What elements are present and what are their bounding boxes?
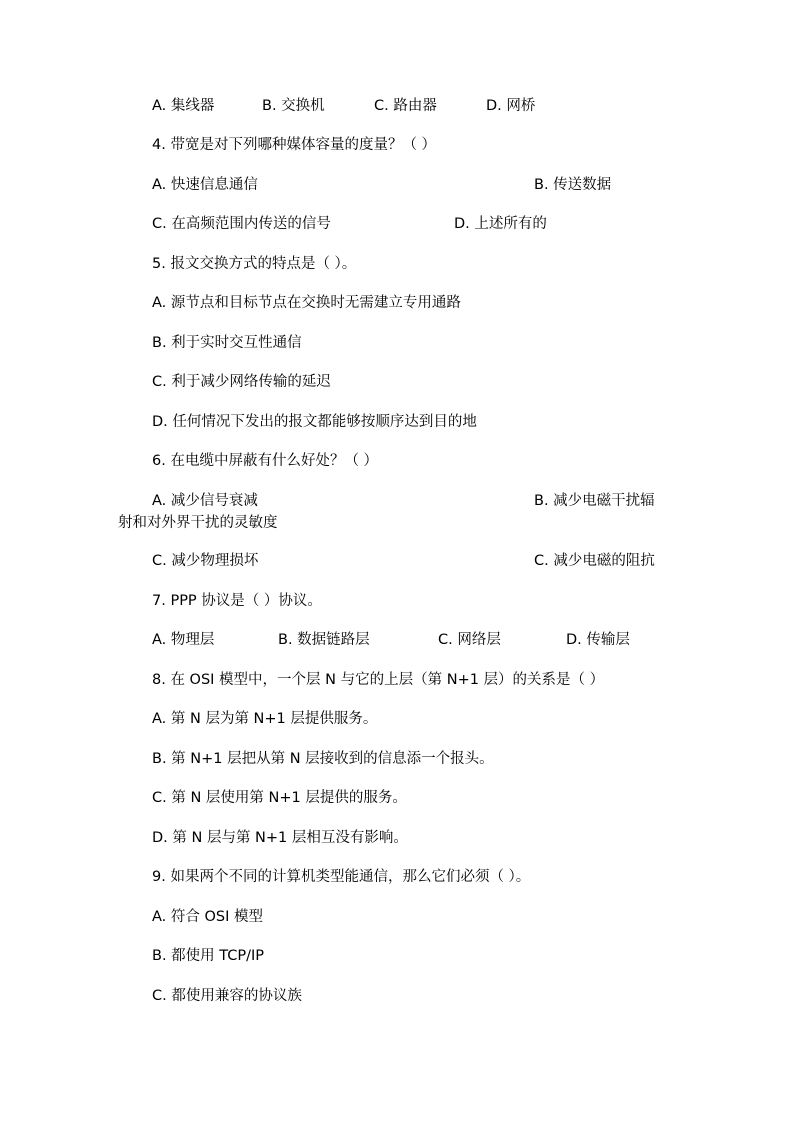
q7-stem: 7. PPP 协议是（ ）协议。 xyxy=(152,593,322,609)
q6-option-d: C. 减少电磁的阻抗 xyxy=(534,553,655,569)
q6-stem: 6. 在电缆中屏蔽有什么好处？（ ） xyxy=(152,453,379,469)
q9-option-b: B. 都使用 TCP/IP xyxy=(152,948,265,964)
q3-option-c: C. 路由器 xyxy=(374,98,437,114)
q3-option-d: D. 网桥 xyxy=(486,98,536,114)
q6-options-row-1 xyxy=(118,490,682,534)
q7-option-a: A. 物理层 xyxy=(152,632,215,648)
q5-stem: 5. 报文交换方式的特点是（ ）。 xyxy=(152,256,357,272)
q6-option-a: A. 减少信号衰减 xyxy=(152,493,258,509)
q6-option-c: C. 减少物理损坏 xyxy=(152,553,259,569)
q8-option-a: A. 第 N 层为第 N+1 层提供服务。 xyxy=(152,711,378,727)
q3-option-b: B. 交换机 xyxy=(262,98,325,114)
q4-option-a: A. 快速信息通信 xyxy=(152,177,258,193)
q4-stem: 4. 带宽是对下列哪种媒体容量的度量？（ ） xyxy=(152,137,437,153)
q8-option-d: D. 第 N 层与第 N+1 层相互没有影响。 xyxy=(152,830,408,846)
q4-option-d: D. 上述所有的 xyxy=(454,216,547,232)
q8-option-c: C. 第 N 层使用第 N+1 层提供的服务。 xyxy=(152,790,407,806)
q4-option-c: C. 在高频范围内传送的信号 xyxy=(152,216,331,232)
q8-stem: 8. 在 OSI 模型中，一个层 N 与它的上层（第 N+1 层）的关系是（ ） xyxy=(152,672,605,688)
q6-option-b: B. 减少电磁干扰辐 xyxy=(534,493,655,509)
q9-option-a: A. 符合 OSI 模型 xyxy=(152,909,263,925)
q4-option-b: B. 传送数据 xyxy=(534,177,612,193)
q7-option-d: D. 传输层 xyxy=(566,632,630,648)
q9-option-c: C. 都使用兼容的协议族 xyxy=(152,988,302,1004)
q6-option-b-continuation: 射和对外界干扰的灵敏度 xyxy=(118,515,278,531)
q5-option-c: C. 利于减少网络传输的延迟 xyxy=(152,374,331,390)
q7-option-b: B. 数据链路层 xyxy=(278,632,370,648)
q9-stem: 9. 如果两个不同的计算机类型能通信，那么它们必须（ ）。 xyxy=(152,869,531,885)
q5-option-a: A. 源节点和目标节点在交换时无需建立专用通路 xyxy=(152,295,461,311)
q3-option-a: A. 集线器 xyxy=(152,98,215,114)
q5-option-d: D. 任何情况下发出的报文都能够按顺序达到目的地 xyxy=(152,414,477,430)
q8-option-b: B. 第 N+1 层把从第 N 层接收到的信息添一个报头。 xyxy=(152,751,494,767)
q7-option-c: C. 网络层 xyxy=(438,632,501,648)
q5-option-b: B. 利于实时交互性通信 xyxy=(152,335,302,351)
